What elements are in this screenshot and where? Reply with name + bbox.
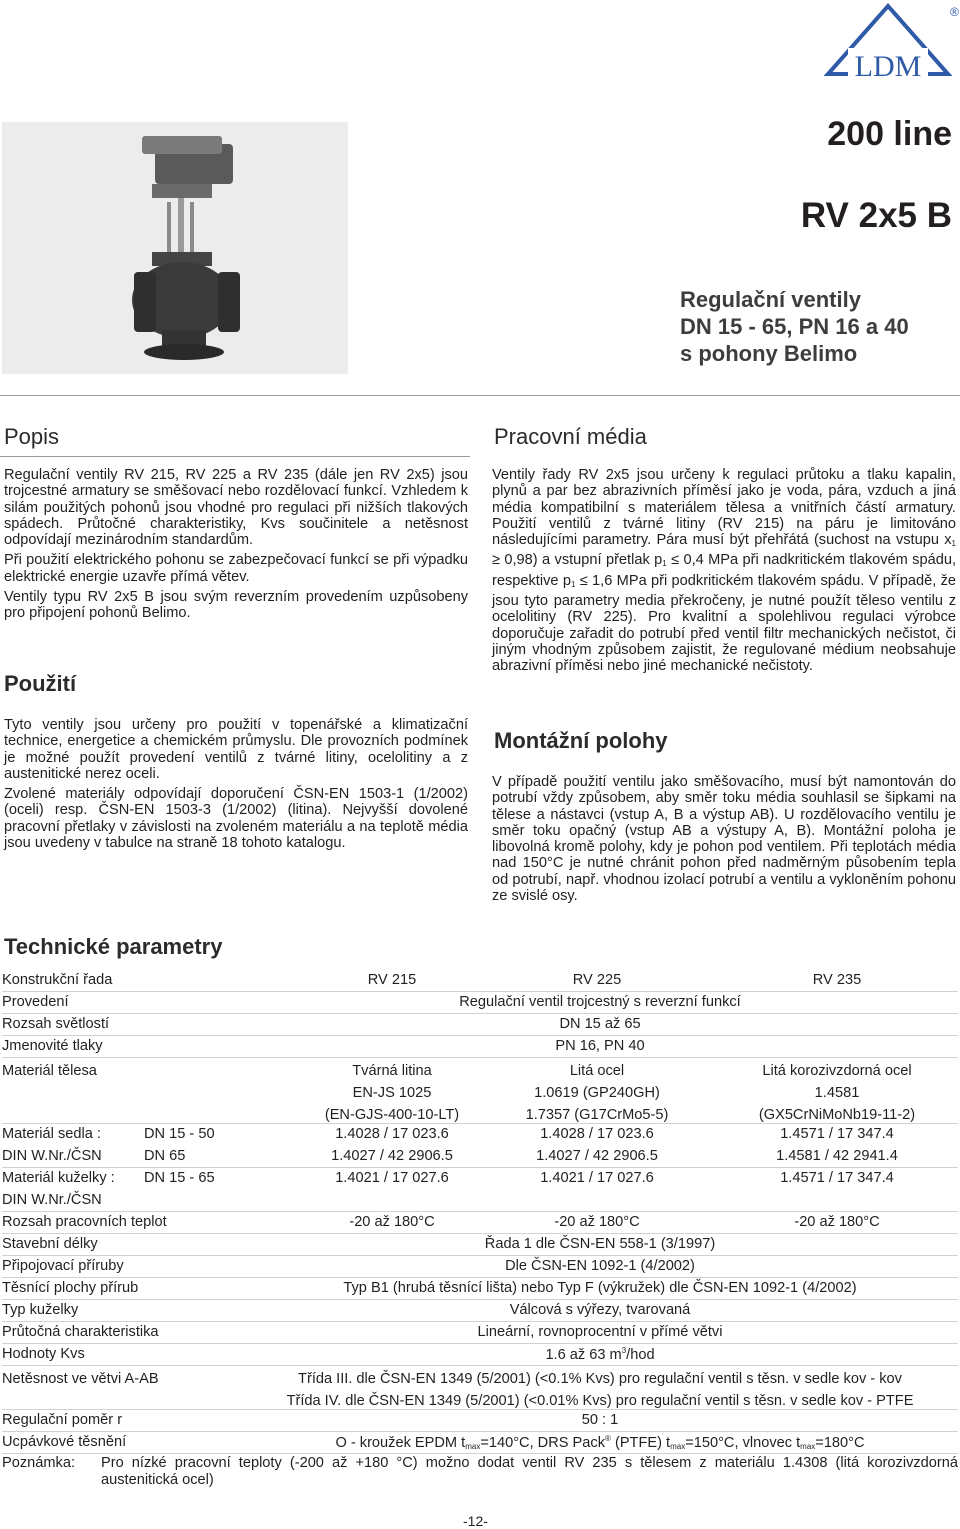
table-row: Rozsah pracovních teplot -20 až 180°C -20 až 180°C -20 až 180°C xyxy=(2,1214,958,1236)
paragraph: V případě použití ventilu jako směšovacího, musí být namontován do potrubí vždy způsobem, aby směr toku média souhlasil se šipkami na tělese a nástavci (vstup A, B a výstup AB). U rozdělovacího ventilu je směr toku opačný (vstup AB a výstupy A, B). Montážní poloha je libovolná kromě polohy, kdy je pohon pod ventilem. Při teplotách média nad 150°C je nutné chránit pohon před nadměrným působením tepla od potrubí, např. vhodnou izolací potrubí a ventilu a vykloněním pohonu ze svislé osy. xyxy=(492,774,956,905)
montaz-heading: Montážní polohy xyxy=(494,728,668,753)
logo-text: LDM xyxy=(854,50,922,83)
note xyxy=(2,1455,958,1488)
svg-text:®: ® xyxy=(950,5,959,19)
table-row: Regulační poměr r 50 : 1 xyxy=(2,1412,958,1434)
pouziti-heading: Použití xyxy=(4,671,77,696)
popis-heading: Popis xyxy=(4,424,60,449)
table-row: DIN W.Nr./ČSN xyxy=(2,1192,958,1214)
subtitle-line: Regulační ventily xyxy=(680,287,861,312)
montaz-text xyxy=(492,774,956,908)
paragraph: Ventily typu RV 2x5 B jsou svým reverzním provedením uzpůsobeny pro připojení pohonů Belimo. xyxy=(4,589,468,622)
table-row: Materiál kuželky : DN 15 - 65 1.4021 / 17 027.6 1.4021 / 17 027.6 1.4571 / 17 347.4 xyxy=(2,1170,894,1186)
subtitle-line: DN 15 - 65, PN 16 a 40 xyxy=(680,314,909,339)
table-row: DIN W.Nr./ČSN DN 65 1.4027 / 42 2906.5 1.4027 / 42 2906.5 1.4581 / 42 2941.4 xyxy=(2,1148,958,1170)
table-row: Těsnící plochy přírub Typ B1 (hrubá těsnící lišta) nebo Typ F (výkružek) dle ČSN-EN 1092-1 (4/2002) xyxy=(2,1280,958,1302)
subtitle-line: s pohony Belimo xyxy=(680,341,858,366)
tech-heading: Technické parametry xyxy=(4,934,223,959)
table-row: Ucpávkové těsnění O - kroužek EPDM $t_{max}=140^\circ C$, DRS Pack® (PTFE) $t_{max}=150^\circ C$, vlnovec $t_{max}=180^\circ C$ xyxy=(2,1434,958,1456)
table-row: Hodnoty Kvs 1.6 až 63 $m^3$/hod xyxy=(2,1346,958,1368)
table-row: Konstrukční řada RV 215 RV 225 RV 235 xyxy=(2,972,958,994)
table-row: Průtočná charakteristika Lineární, rovnoprocentní v přímé větvi xyxy=(2,1324,958,1346)
popis-text xyxy=(4,467,468,626)
divider xyxy=(0,456,470,457)
ldm-logo xyxy=(818,0,960,92)
pouziti-text xyxy=(4,717,468,855)
table-row: Jmenovité tlaky PN 16, PN 40 xyxy=(2,1038,958,1060)
table-row: Materiál sedla : DN 15 - 50 1.4028 / 17 023.6 1.4028 / 17 023.6 1.4571 / 17 347.4 xyxy=(2,1126,894,1142)
media-text: Ventily řady RV 2x5 jsou určeny k regulaci průtoku a tlaku kapalin, plynů a par bez abrazivních příměsí jako je voda, pára, vzduch a jiná média kompatibilní s materiálem tělesa a vnitřních částí armatury. Použití ventilů z tvárné litiny (RV 215) na páru je limitováno následujícími parametry. Pára musí být přehřátá (suchost na vstupu $x_1 \ge 0,98$) a vstupní přetlak $p_1 \le 0,4$ MPa při nadkritickém tlakovém spádu, respektive $p_1 \le 1,6$ MPa při podkritickém tlakovém spádu. V případě, že jsou tyto parametry media překročeny, je nutné použít těleso ventilu z ocelolitiny (RV 225). Pro kvalitní a spolehlivou regulaci výrobce doporučuje zařadit do potrubí před ventil filtr mechanických nečistot, či jiným vhodným způsobem zajistit, že regulované médium neobsahuje abrazivní příměsi nebo jiné mechanické nečistoty. xyxy=(492,467,956,675)
note-label: Poznámka: xyxy=(2,1455,76,1471)
product-line-title: 200 line xyxy=(827,115,952,153)
table-row: Provedení Regulační ventil trojcestný s reverzní funkcí xyxy=(2,994,958,1016)
table-row: Materiál tělesa Tvárná litina EN-JS 1025 (EN-GJS-400-10-LT) Litá ocel 1.0619 (GP240GH) 1.7357 (G17CrMo5-5) Litá korozivzdorná ocel 1.4581 (GX5CrNiMoNb19-11-2) xyxy=(2,1060,958,1126)
table-row: Připojovací příruby Dle ČSN-EN 1092-1 (4/2002) xyxy=(2,1258,958,1280)
page-number: -12- xyxy=(463,1513,488,1529)
product-photo xyxy=(2,122,348,374)
paragraph: Při použití elektrického pohonu se zabezpečovací funkcí se při výpadku elektrické energie uzavře přímá větev. xyxy=(4,552,468,585)
divider xyxy=(0,395,960,396)
paragraph: Regulační ventily RV 215, RV 225 a RV 235 (dále jen RV 2x5) jsou trojcestné armatury se směšovací nebo rozdělovací funkcí. Vzhledem k silám použitých pohonů jsou vhodné pro regulaci při nižších tlakových spádech. Průtočné charakteristiky, Kvs součinitele a netěsnost odpovídají mezinárodním standardům. xyxy=(4,467,468,549)
tech-table xyxy=(2,972,958,1456)
model-title: RV 2x5 B xyxy=(800,196,952,235)
paragraph: Tyto ventily jsou určeny pro použití v topenářské a klimatizační technice, energetice a chemickém průmyslu. Dle provozních podmínek je možné použít provedení ventilů z tvárné litiny, ocelolitiny a z austenitické nerez oceli. xyxy=(4,717,468,782)
media-heading: Pracovní média xyxy=(494,424,647,449)
table-row: Rozsah světlostí DN 15 až 65 xyxy=(2,1016,958,1038)
subtitle xyxy=(680,286,952,367)
table-row: Netěsnost ve větvi A-AB Třída III. dle ČSN-EN 1349 (5/2001) (<0.1% Kvs) pro regulační ventil s těsn. v sedle kov - kov Třída IV. dle ČSN-EN 1349 (5/2001) (<0.01% Kvs) pro regulační ventil s těsn. v sedle kov - PTFE xyxy=(2,1368,958,1412)
table-row: Typ kuželky Válcová s výřezy, tvarovaná xyxy=(2,1302,958,1324)
paragraph: Zvolené materiály odpovídají doporučení ČSN-EN 1503-1 (1/2002) (oceli) resp. ČSN-EN 1503-3 (1/2002) (litina). Nejvyšší dovolené pracovní přetlaky v závislosti na zvoleném materiálu a na teplotě média jsou uvedeny v tabulce na straně 18 tohoto katalogu. xyxy=(4,786,468,852)
table-row: Stavební délky Řada 1 dle ČSN-EN 558-1 (3/1997) xyxy=(2,1236,958,1258)
note-text: Pro nízké pracovní teploty (-200 až +180 °C) možno dodat ventil RV 235 s tělesem z materiálu 1.4308 (litá korozivzdorná austenitická ocel) xyxy=(101,1455,958,1488)
